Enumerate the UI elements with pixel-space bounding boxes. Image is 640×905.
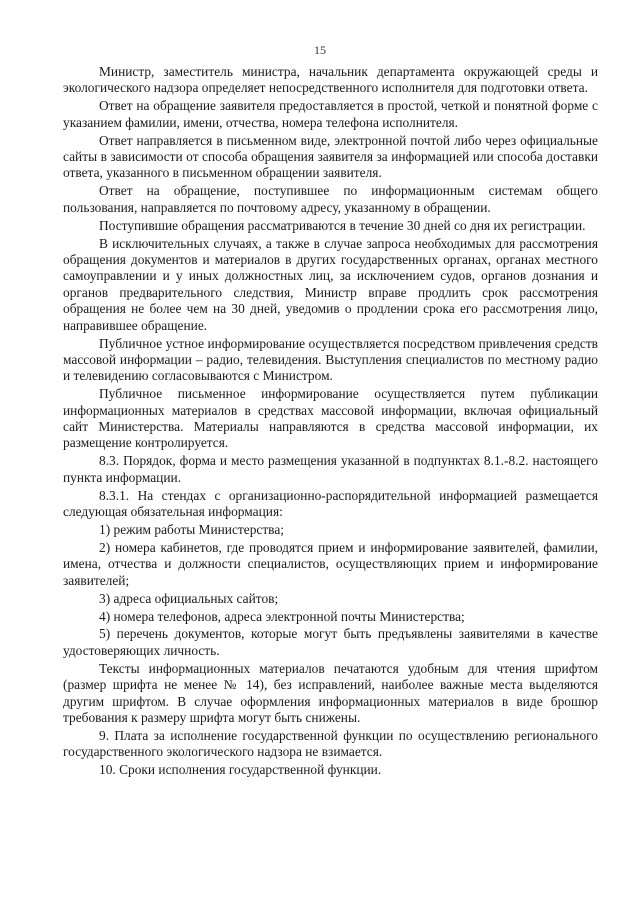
document-body bbox=[63, 64, 598, 780]
paragraph: Публичное письменное информирование осуществляется путем публикации информационных материалов в средствах массовой информации, включая официальный сайт Министерства. Материалы направляются в средства массовой информации, их размещение контролируется. bbox=[63, 386, 598, 451]
paragraph: Поступившие обращения рассматриваются в течение 30 дней со дня их регистрации. bbox=[99, 217, 586, 233]
paragraph: Тексты информационных материалов печатаются удобным для чтения шрифтом (размер шрифта не менее № 14), без исправлений, наиболее важные места выделяются другим шрифтом. В случае оформления информационных материалов в виде брошюр требования к размеру шрифта могут быть снижены. bbox=[63, 660, 598, 725]
list-item: 1) режим работы Министерства; bbox=[99, 521, 284, 537]
list-item: 2) номера кабинетов, где проводятся прием и информирование заявителей, фамилии, имена, отчества и должности специалистов, осуществляющих прием и информирование заявителей; bbox=[63, 539, 598, 588]
list-item: 4) номера телефонов, адреса электронной почты Министерства; bbox=[99, 608, 465, 624]
paragraph: Ответ на обращение, поступившее по информационным системам общего пользования, направляется по почтовому адресу, указанному в обращении. bbox=[63, 183, 598, 215]
section-heading: 10. Сроки исполнения государственной функции. bbox=[99, 762, 382, 778]
section-heading: 8.3. Порядок, форма и место размещения указанной в подпунктах 8.1.-8.2. настоящего пункта информации. bbox=[63, 453, 598, 485]
paragraph: Ответ на обращение заявителя предоставляется в простой, четкой и понятной форме с указанием фамилии, имени, отчества, номера телефона исполнителя. bbox=[63, 98, 598, 130]
list-item: 3) адреса официальных сайтов; bbox=[99, 590, 279, 606]
paragraph: Ответ направляется в письменном виде, электронной почтой либо через официальные сайты в зависимости от способа обращения заявителя за информацией или способа доставки ответа, указанного в письменном обращении заявителя. bbox=[63, 132, 598, 181]
paragraph: Публичное устное информирование осуществляется посредством привлечения средств массовой информации – радио, телевидения. Выступления специалистов по местному радио и телевидению согласовываются с Министром. bbox=[63, 335, 598, 384]
paragraph: В исключительных случаях, а также в случае запроса необходимых для рассмотрения обращения документов и материалов в других государственных органах, органах местного самоуправлении и у иных должностных лиц, за исключением судов, органов дознания и органов предварительного следствия, Министр вправе продлить срок рассмотрения обращения не более чем на 30 дней, уведомив о продлении срока его рассмотрения лицо, направившее обращение. bbox=[63, 235, 598, 333]
paragraph: 8.3.1. На стендах с организационно-распорядительной информацией размещается следующая обязательная информация: bbox=[63, 487, 598, 520]
paragraph: 9. Плата за исполнение государственной функции по осуществлению регионального государственного экологического надзора не взимается. bbox=[63, 727, 598, 760]
paragraph: Министр, заместитель министра, начальник департамента окружающей среды и экологического надзора определяет непосредственного исполнителя для подготовки ответа. bbox=[63, 64, 598, 96]
list-item: 5) перечень документов, которые могут быть предъявлены заявителями в качестве удостоверяющих личность. bbox=[63, 626, 598, 658]
page-number: 15 bbox=[314, 43, 326, 57]
